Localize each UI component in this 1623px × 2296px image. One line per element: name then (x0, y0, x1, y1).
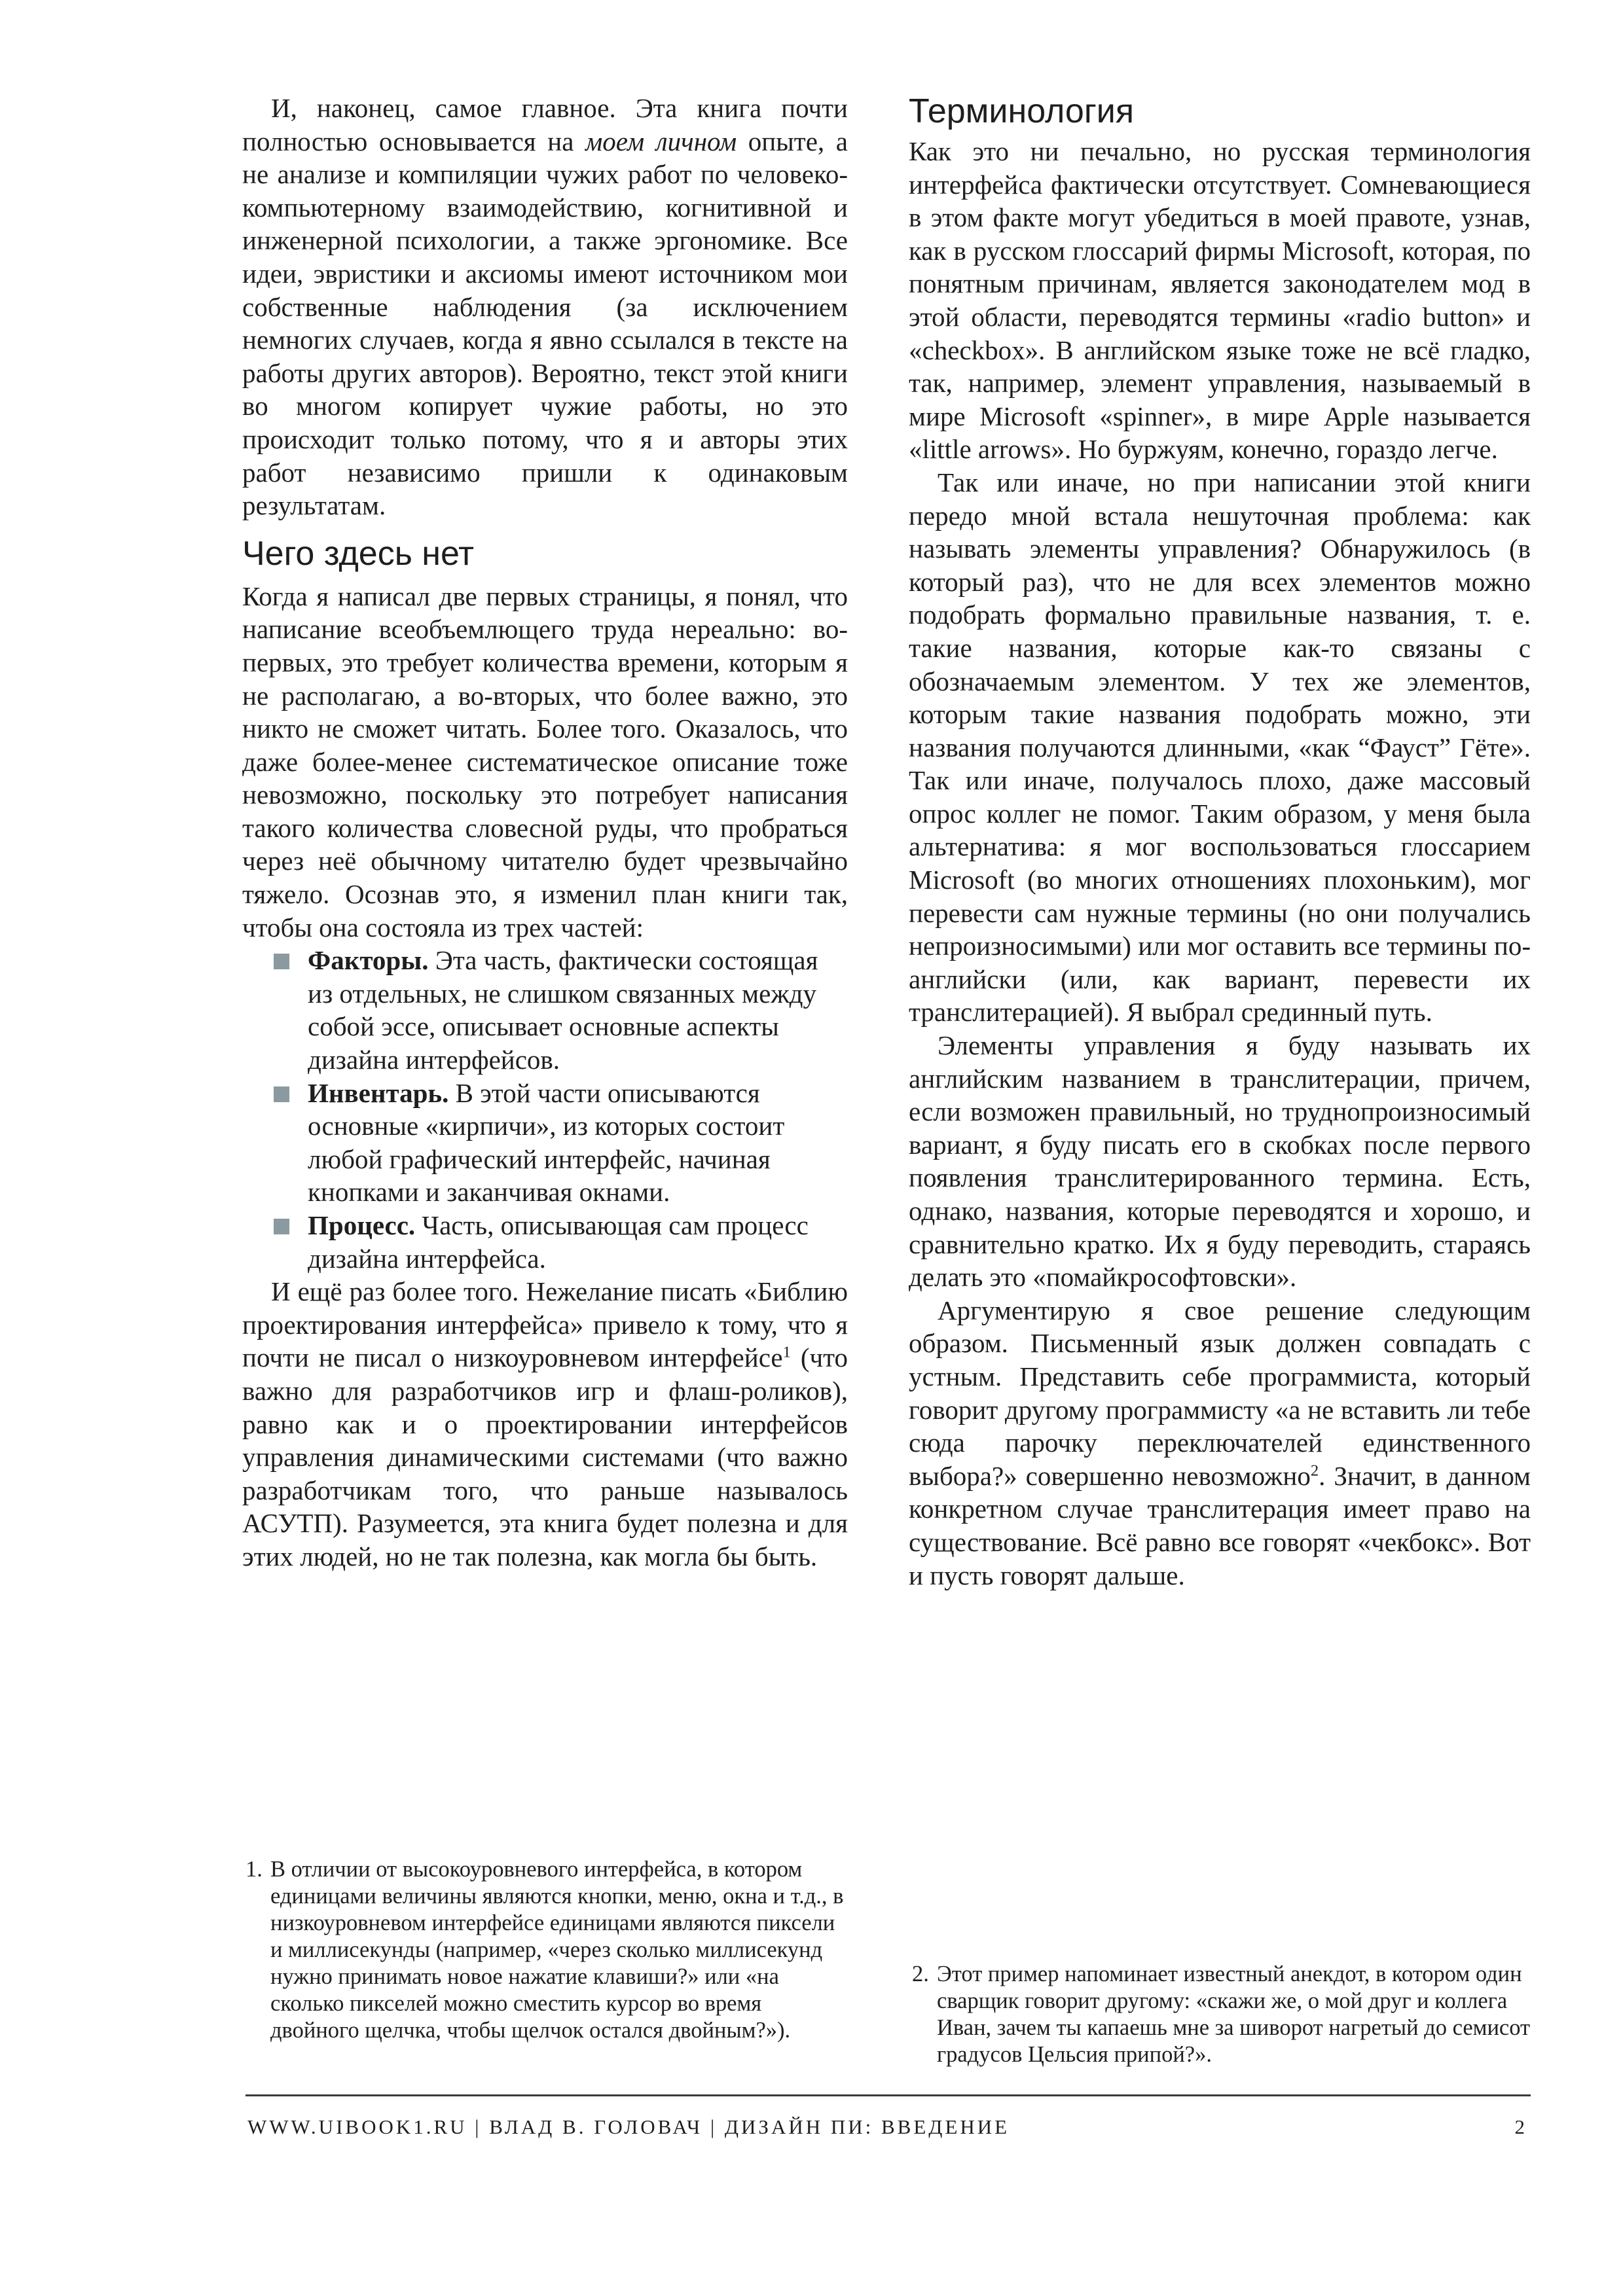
square-bullet-icon (274, 1086, 289, 1102)
footnote-text: Этот пример напоминает известный анекдот, в котором один сварщик говорит другому: «скажи же, о мой друг и коллега Иван, зачем ты капаешь мне за шиворот нагретый до семисот градусов Цельсия припой?». (937, 1962, 1531, 2067)
list-item: Процесс. Часть, описывающая сам процесс дизайна интерфейса. (274, 1209, 848, 1275)
square-bullet-icon (274, 954, 289, 969)
footnote-1 (246, 1856, 851, 2044)
footer-divider (246, 2094, 1531, 2096)
paragraph-bible: И ещё раз более того. Нежелание писать «Библию проектирования интерфейса» привело к тому, что я почти не писал о низкоуровневом интерфейсе$^1$ (что важно для разработчиков игр и флаш-роликов), равно как и о проектировании интерфейсов управления динамическими системами (что важно разработчикам того, что раньше называлось АСУТП). Разумеется, эта книга будет полезна и для этих людей, но не так полезна, как могла бы быть. (242, 1276, 848, 1571)
section-heading-terminology: Терминология (909, 92, 1134, 130)
footnote-2 (912, 1961, 1534, 2068)
section-heading-what-is-not-here: Чего здесь нет (242, 534, 474, 573)
footnote-number: 2. (912, 1962, 929, 1986)
running-footer-title: WWW.UIBOOK1.RU | ВЛАД В. ГОЛОВАЧ | ДИЗАЙН ПИ: ВВЕДЕНИЕ (247, 2115, 1010, 2138)
paragraph-terminology-2: Так или иначе, но при написании этой книги передо мной встала нешуточная проблема: как называть элементы управления? Обнаружилось (в который раз), что не для всех элементов можно подобрать формально правильные названия, т. е. такие названия, которые как-то связаны с обозначаемым элементом. У тех же элементов, которым такие названия подобрать можно, эти названия получаются длинными, «как “Фауст” Гёте». Так или иначе, получалось плохо, даже массовый опрос коллег не помог. Таким образом, у меня была альтернатива: я мог воспользоваться глоссарием Microsoft (во многих отношениях плохоньким), мог перевести сам нужные термины (но они получались непроизносимыми) или мог оставить все термины по-английски (или, как вариант, перевести их транслитерацией). Я выбрал срединный путь. (909, 467, 1531, 1028)
list-item: Факторы. Эта часть, фактически состоящая из отдельных, не слишком связанных между собой эссе, описывает основные аспекты дизайна интерфейсов. (274, 944, 848, 1076)
paragraph-terminology-3: Элементы управления я буду называть их английским названием в транслитерации, причем, если возможен правильный, но труднопроизносимый вариант, я буду писать его в скобках после первого появления транслитерированного термина. Есть, однако, названия, которые переводятся и хорошо, и сравнительно кратко. Их я буду переводить, стараясь делать это «помайкрософтовски». (909, 1030, 1531, 1293)
footnote-ref-1[interactable]: 1 (782, 1343, 791, 1361)
intro-paragraph: И, наконец, самое главное. Эта книга почти полностью основывается на моем личном опыте, а не анализе и компиляции чужих работ по человеко-компьютерному взаимодействию, когнитивной и инженерной психологии, а также эргономике. Все идеи, эвристики и аксиомы имеют источником мои собственные наблюдения (за исключением немногих случаев, когда я явно ссылался в тексте на работы других авторов). Вероятно, текст этой книги во многом копирует чужие работы, но это происходит только потому, что я и авторы этих работ независимо пришли к одинаковым результатам. (242, 93, 848, 521)
page-number: 2 (1514, 2115, 1525, 2138)
square-bullet-icon (274, 1219, 289, 1234)
list-item: Инвентарь. В этой части описываются основные «кирпичи», из которых состоит любой графический интерфейс, начиная кнопками и заканчивая окнами. (274, 1077, 848, 1209)
paragraph-terminology-4: Аргументирую я свое решение следующим образом. Письменный язык должен совпадать с устным. Представить себе программиста, который говорит другому программисту «а не вставить ли тебе сюда парочку переключателей единственного выбора?» совершенно невозможно$^2$. Значит, в данном конкретном случае транслитерация имеет право на существование. Всё равно все говорят «чекбокс». Вот и пусть говорят дальше. (909, 1295, 1531, 1590)
book-parts-list (242, 944, 848, 1275)
left-column (242, 92, 848, 1573)
footnote-ref-2[interactable]: 2 (1310, 1462, 1319, 1480)
footnote-text: В отличии от высокоуровневого интерфейса, в котором единицами величины являются кнопки, меню, окна и т.д., в низкоуровневом интерфейсе единицами являются пиксели и миллисекунды (например, «через сколько миллисекунд нужно принимать новое нажатие клавиши?» или «на сколько пикселей можно сместить курсор во время двойного щелчка, чтобы щелчок остался двойным?»). (270, 1857, 844, 2043)
intro-emphasis: моем личном (585, 126, 737, 156)
paragraph-terminology-1: Как это ни печально, но русская терминология интерфейса фактически отсутствует. Сомневающиеся в этом факте могут убедиться в моей правоте, узнав, как в русском глоссарий фирмы Microsoft, которая, по понятным причинам, является законодателем мод в этой области, переводятся термины «radio button» и «checkbox». В английском языке тоже не всё гладко, так, например, элемент управления, называемый в мире Microsoft «spinner», в мире Apple называется «little arrows». Но буржуям, конечно, гораздо легче. (909, 136, 1531, 465)
paragraph-plan: Когда я написал две первых страницы, я понял, что написание всеобъемлющего труда нереально: во-первых, это требует количества времени, которым я не располагаю, а во-вторых, что более важно, это никто не сможет читать. Более того. Оказалось, что даже более-менее систематическое описание тоже невозможно, поскольку это потребует написания такого количества словесной руды, что пробраться через неё обычному читателю будет чрезвычайно тяжело. Осознав это, я изменил план книги так, чтобы она состояла из трех частей: (242, 581, 848, 942)
footnote-number: 1. (246, 1857, 263, 1882)
right-column (909, 92, 1531, 1592)
